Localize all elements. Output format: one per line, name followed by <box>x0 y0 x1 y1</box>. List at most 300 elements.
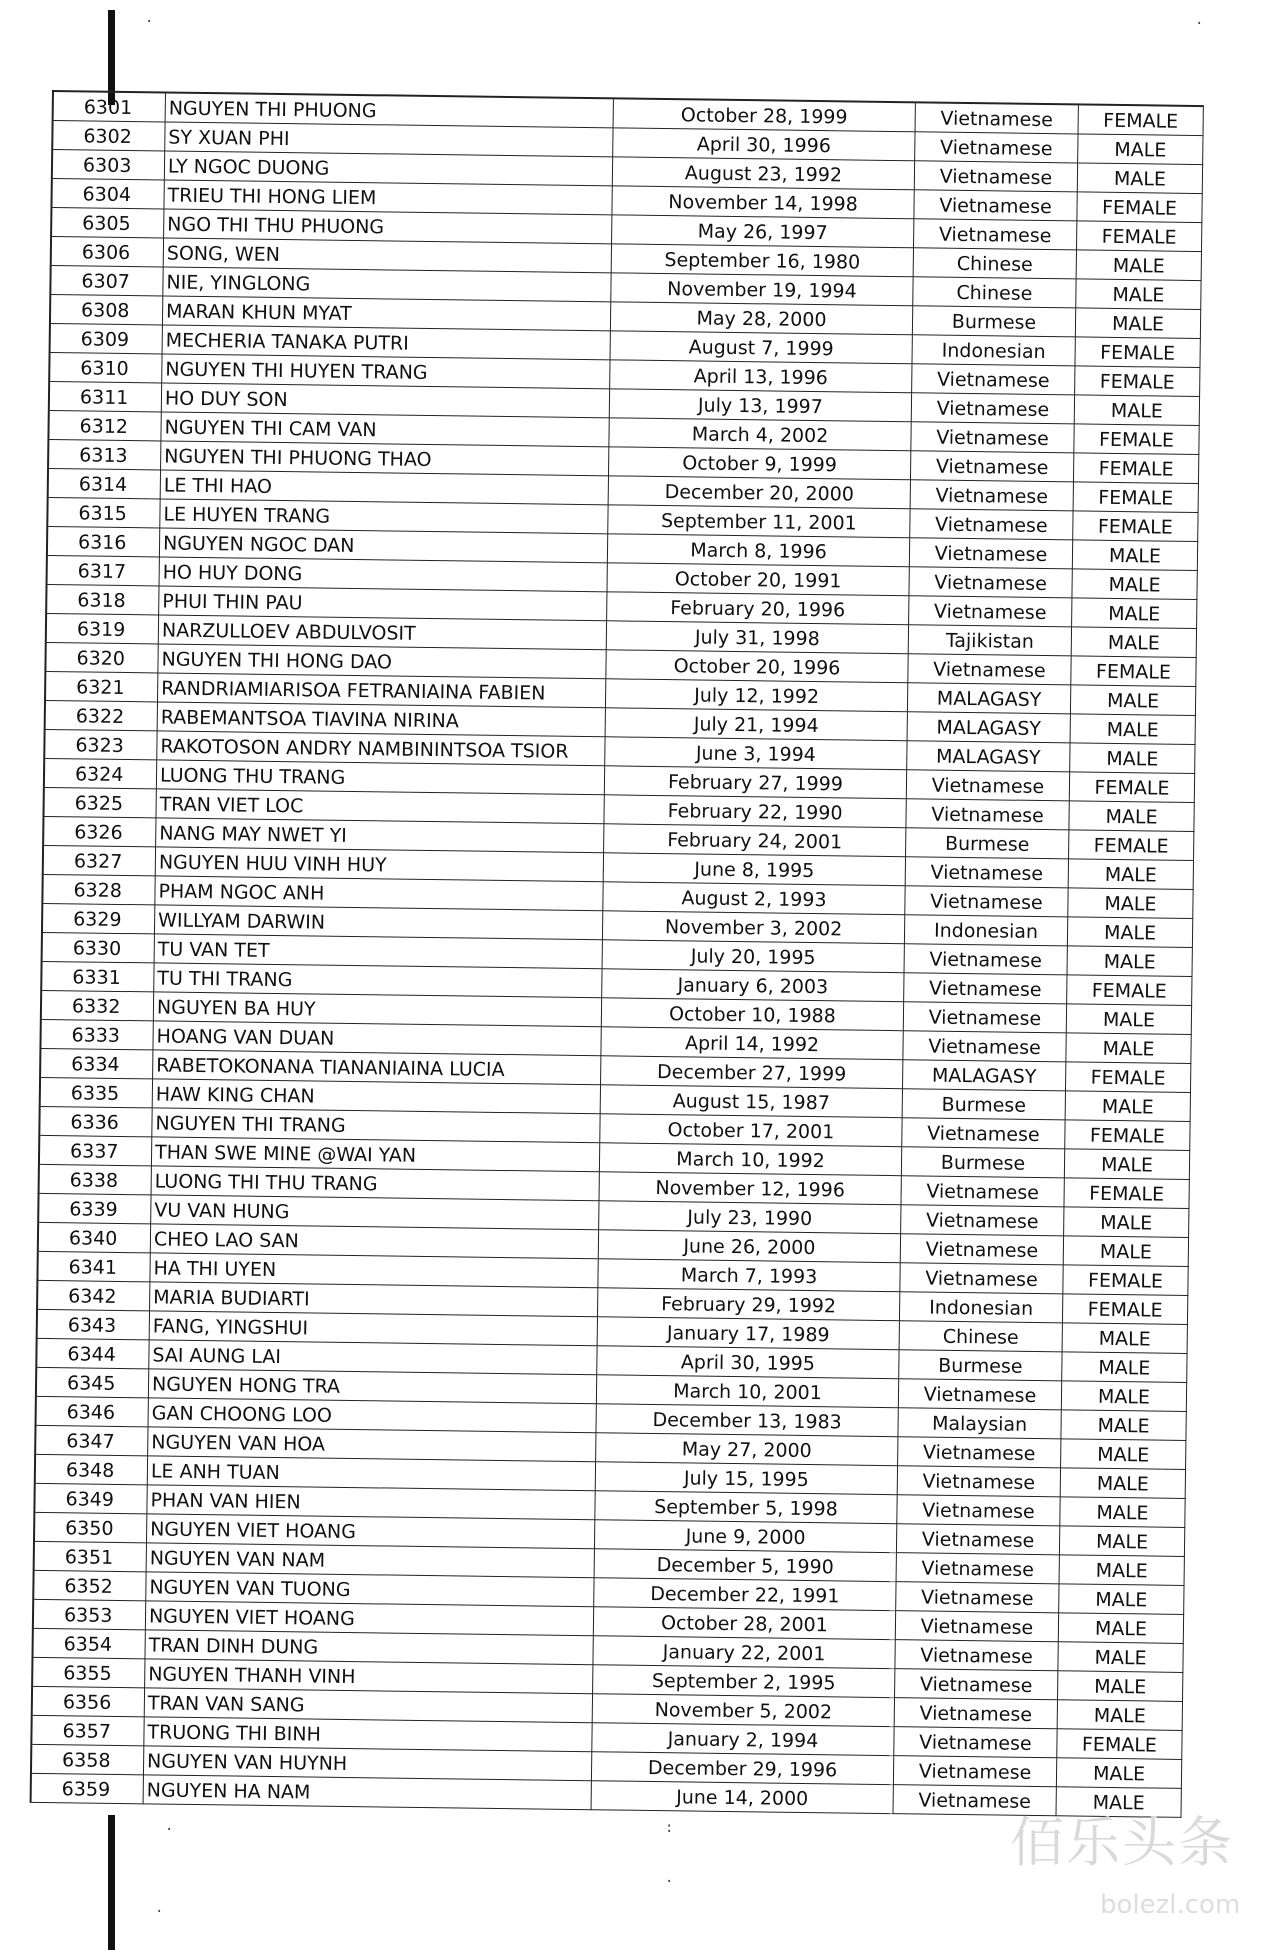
date-of-birth-cell: June 9, 2000 <box>595 1520 897 1553</box>
gender-cell: MALE <box>1068 917 1193 948</box>
date-of-birth-cell: July 21, 1994 <box>606 708 908 741</box>
gender-cell: MALE <box>1066 1033 1191 1064</box>
gender-cell: MALE <box>1065 1149 1190 1180</box>
name-cell: NGUYEN VIET HOANG <box>146 1601 594 1636</box>
gender-cell: MALE <box>1058 1700 1183 1731</box>
row-number-cell: 6319 <box>47 614 159 644</box>
row-number-cell: 6350 <box>35 1513 147 1543</box>
date-of-birth-cell: July 13, 1997 <box>610 389 912 422</box>
name-cell: NGUYEN THANH VINH <box>145 1659 593 1694</box>
nationality-cell: Vietnamese <box>916 103 1079 134</box>
gender-cell: MALE <box>1072 627 1197 658</box>
name-cell: NANG MAY NWET YI <box>156 818 604 853</box>
nationality-cell: Vietnamese <box>895 1669 1058 1700</box>
name-cell: PHAN VAN HIEN <box>147 1485 595 1520</box>
nationality-cell: Vietnamese <box>901 1205 1064 1236</box>
date-of-birth-cell: February 27, 1999 <box>605 766 907 799</box>
name-cell: LUONG THU TRANG <box>157 760 605 795</box>
nationality-cell: Vietnamese <box>912 364 1075 395</box>
row-number-cell: 6313 <box>49 440 161 470</box>
name-cell: MECHERIA TANAKA PUTRI <box>163 325 611 360</box>
date-of-birth-cell: April 14, 1992 <box>601 1027 903 1060</box>
nationality-cell: Vietnamese <box>901 1234 1064 1265</box>
date-of-birth-cell: March 10, 2001 <box>597 1375 899 1408</box>
gender-cell: MALE <box>1064 1207 1189 1238</box>
row-number-cell: 6339 <box>39 1194 151 1224</box>
date-of-birth-cell: April 13, 1996 <box>610 360 912 393</box>
nationality-cell: Vietnamese <box>915 132 1078 163</box>
row-number-cell: 6337 <box>40 1136 152 1166</box>
gender-cell: MALE <box>1073 540 1198 571</box>
row-number-cell: 6348 <box>36 1455 148 1485</box>
nationality-cell: Vietnamese <box>900 1263 1063 1294</box>
gender-cell: MALE <box>1060 1497 1185 1528</box>
nationality-cell: Vietnamese <box>904 973 1067 1004</box>
name-cell: RANDRIAMIARISOA FETRANIAINA FABIEN <box>158 673 606 708</box>
date-of-birth-cell: July 12, 1992 <box>606 679 908 712</box>
nationality-cell: Chinese <box>900 1321 1063 1352</box>
nationality-cell: Burmese <box>906 828 1069 859</box>
nationality-cell: Vietnamese <box>904 1002 1067 1033</box>
name-cell: TRAN VAN SANG <box>145 1688 593 1723</box>
nationality-cell: Vietnamese <box>906 857 1069 888</box>
date-of-birth-cell: November 12, 1996 <box>600 1172 902 1205</box>
name-cell: VU VAN HUNG <box>151 1195 599 1230</box>
scan-speck: . <box>145 10 154 26</box>
date-of-birth-cell: March 10, 1992 <box>600 1143 902 1176</box>
gender-cell: MALE <box>1063 1323 1188 1354</box>
name-cell: LUONG THI THU TRANG <box>152 1166 600 1201</box>
nationality-cell: Vietnamese <box>910 509 1073 540</box>
date-of-birth-cell: January 17, 1989 <box>598 1317 900 1350</box>
gender-cell: FEMALE <box>1073 511 1198 542</box>
name-cell: FANG, YINGSHUI <box>150 1311 598 1346</box>
nationality-cell: Vietnamese <box>897 1553 1060 1584</box>
date-of-birth-cell: February 20, 1996 <box>607 592 909 625</box>
date-of-birth-cell: November 3, 2002 <box>603 911 905 944</box>
gender-cell: MALE <box>1062 1352 1187 1383</box>
gender-cell: FEMALE <box>1077 192 1202 223</box>
nationality-cell: Tajikistan <box>909 625 1072 656</box>
gender-cell: MALE <box>1057 1758 1182 1789</box>
gender-cell: MALE <box>1061 1439 1186 1470</box>
nationality-cell: Vietnamese <box>902 1118 1065 1149</box>
row-number-cell: 6344 <box>37 1339 149 1369</box>
gender-cell: FEMALE <box>1069 830 1194 861</box>
name-cell: NGUYEN HUU VINH HUY <box>156 847 604 882</box>
row-number-cell: 6318 <box>47 585 159 615</box>
row-number-cell: 6330 <box>43 933 155 963</box>
name-cell: PHUI THIN PAU <box>159 586 607 621</box>
date-of-birth-cell: December 27, 1999 <box>601 1056 903 1089</box>
gender-cell: MALE <box>1069 801 1194 832</box>
name-cell: LE HUYEN TRANG <box>160 499 608 534</box>
row-number-cell: 6320 <box>46 643 158 673</box>
gender-cell: MALE <box>1077 250 1202 281</box>
nationality-cell: Indonesian <box>905 915 1068 946</box>
gender-cell: FEMALE <box>1079 105 1204 136</box>
row-number-cell: 6328 <box>43 875 155 905</box>
gender-cell: MALE <box>1062 1381 1187 1412</box>
row-number-cell: 6303 <box>53 150 165 180</box>
row-number-cell: 6329 <box>43 904 155 934</box>
name-cell: NGUYEN THI TRANG <box>152 1108 600 1143</box>
row-number-cell: 6327 <box>44 846 156 876</box>
gender-cell: FEMALE <box>1057 1729 1182 1760</box>
gender-cell: MALE <box>1058 1642 1183 1673</box>
row-number-cell: 6316 <box>48 527 160 557</box>
nationality-cell: Vietnamese <box>907 770 1070 801</box>
date-of-birth-cell: December 22, 1991 <box>594 1578 896 1611</box>
gender-cell: FEMALE <box>1075 337 1200 368</box>
name-cell: NGUYEN VAN HUYNH <box>144 1746 592 1781</box>
name-cell: THAN SWE MINE @WAI YAN <box>152 1137 600 1172</box>
date-of-birth-cell: September 16, 1980 <box>612 244 914 277</box>
watermark-logo-sub: bolezl.com <box>1100 1890 1241 1920</box>
watermark-logo: 佰乐头条 <box>1010 1811 1234 1874</box>
gender-cell: FEMALE <box>1074 453 1199 484</box>
row-number-cell: 6308 <box>51 295 163 325</box>
name-cell: TU THI TRANG <box>154 963 602 998</box>
gender-cell: MALE <box>1078 163 1203 194</box>
gender-cell: FEMALE <box>1063 1294 1188 1325</box>
row-number-cell: 6346 <box>37 1397 149 1427</box>
date-of-birth-cell: October 17, 2001 <box>600 1114 902 1147</box>
gender-cell: MALE <box>1058 1671 1183 1702</box>
row-number-cell: 6315 <box>48 498 160 528</box>
row-number-cell: 6349 <box>35 1484 147 1514</box>
gender-cell: MALE <box>1061 1468 1186 1499</box>
gender-cell: MALE <box>1067 1004 1192 1035</box>
nationality-cell: Vietnamese <box>911 451 1074 482</box>
name-cell: TRAN VIET LOC <box>156 789 604 824</box>
name-cell: NGUYEN HONG TRA <box>149 1369 597 1404</box>
row-number-cell: 6345 <box>37 1368 149 1398</box>
date-of-birth-cell: November 19, 1994 <box>611 273 913 306</box>
gender-cell: FEMALE <box>1074 424 1199 455</box>
date-of-birth-cell: November 14, 1998 <box>612 186 914 219</box>
name-cell: HOANG VAN DUAN <box>153 1021 601 1056</box>
date-of-birth-cell: January 6, 2003 <box>602 969 904 1002</box>
gender-cell: MALE <box>1072 598 1197 629</box>
gender-cell: MALE <box>1060 1526 1185 1557</box>
gender-cell: MALE <box>1076 308 1201 339</box>
name-cell: NGUYEN VAN TUONG <box>146 1572 594 1607</box>
name-cell: CHEO LAO SAN <box>151 1224 599 1259</box>
name-cell: NGO THI THU PHUONG <box>164 209 612 244</box>
name-cell: RABEMANTSOA TIAVINA NIRINA <box>158 702 606 737</box>
nationality-cell: Vietnamese <box>905 886 1068 917</box>
scan-edge-bottom-left <box>108 1815 115 1950</box>
row-number-cell: 6351 <box>35 1542 147 1572</box>
row-number-cell: 6324 <box>45 759 157 789</box>
nationality-cell: Vietnamese <box>897 1495 1060 1526</box>
name-cell: SY XUAN PHI <box>165 122 613 157</box>
scan-speck: . <box>165 1818 174 1834</box>
row-number-cell: 6342 <box>38 1281 150 1311</box>
name-cell: NGUYEN VAN HOA <box>148 1427 596 1462</box>
date-of-birth-cell: March 7, 1993 <box>598 1259 900 1292</box>
nationality-cell: Vietnamese <box>896 1611 1059 1642</box>
row-number-cell: 6314 <box>49 469 161 499</box>
gender-cell: MALE <box>1070 743 1195 774</box>
gender-cell: MALE <box>1056 1787 1181 1818</box>
name-cell: NGUYEN THI HUYEN TRANG <box>162 354 610 389</box>
name-cell: GAN CHOONG LOO <box>149 1398 597 1433</box>
date-of-birth-cell: May 28, 2000 <box>611 302 913 335</box>
nationality-cell: Vietnamese <box>914 219 1077 250</box>
nationality-cell: MALAGASY <box>903 1060 1066 1091</box>
nationality-cell: Vietnamese <box>898 1437 1061 1468</box>
date-of-birth-cell: January 2, 1994 <box>592 1723 894 1756</box>
date-of-birth-cell: February 24, 2001 <box>604 824 906 857</box>
row-number-cell: 6304 <box>52 179 164 209</box>
nationality-cell: Vietnamese <box>915 161 1078 192</box>
name-cell: TRIEU THI HONG LIEM <box>164 180 612 215</box>
row-number-cell: 6347 <box>36 1426 148 1456</box>
gender-cell: MALE <box>1061 1410 1186 1441</box>
nationality-cell: Vietnamese <box>897 1524 1060 1555</box>
gender-cell: FEMALE <box>1074 482 1199 513</box>
nationality-cell: MALAGASY <box>908 712 1071 743</box>
nationality-cell: Vietnamese <box>894 1756 1057 1787</box>
gender-cell: FEMALE <box>1077 221 1202 252</box>
name-cell: NGUYEN THI PHUONG THAO <box>161 441 609 476</box>
date-of-birth-cell: June 3, 1994 <box>605 737 907 770</box>
date-of-birth-cell: February 29, 1992 <box>598 1288 900 1321</box>
date-of-birth-cell: March 8, 1996 <box>608 534 910 567</box>
gender-cell: FEMALE <box>1066 1062 1191 1093</box>
nationality-cell: Vietnamese <box>910 538 1073 569</box>
date-of-birth-cell: February 22, 1990 <box>604 795 906 828</box>
gender-cell: FEMALE <box>1067 975 1192 1006</box>
nationality-cell: Vietnamese <box>908 654 1071 685</box>
date-of-birth-cell: October 10, 1988 <box>602 998 904 1031</box>
gender-cell: MALE <box>1060 1555 1185 1586</box>
nationality-cell: Vietnamese <box>901 1176 1064 1207</box>
gender-cell: MALE <box>1071 714 1196 745</box>
gender-cell: FEMALE <box>1064 1178 1189 1209</box>
nationality-cell: Indonesian <box>900 1292 1063 1323</box>
name-cell: HA THI UYEN <box>150 1253 598 1288</box>
gender-cell: MALE <box>1069 859 1194 890</box>
name-cell: NGUYEN NGOC DAN <box>160 528 608 563</box>
gender-cell: MALE <box>1064 1236 1189 1267</box>
row-number-cell: 6321 <box>46 672 158 702</box>
gender-cell: MALE <box>1076 279 1201 310</box>
name-cell: RABETOKONANA TIANANIAINA LUCIA <box>153 1050 601 1085</box>
scan-speck: : <box>665 1820 674 1836</box>
date-of-birth-cell: September 11, 2001 <box>608 505 910 538</box>
gender-cell: MALE <box>1075 395 1200 426</box>
name-cell: PHAM NGOC ANH <box>155 876 603 911</box>
row-number-cell: 6311 <box>50 382 162 412</box>
name-cell: HAW KING CHAN <box>153 1079 601 1114</box>
gender-cell: FEMALE <box>1070 772 1195 803</box>
date-of-birth-cell: July 23, 1990 <box>599 1201 901 1234</box>
row-number-cell: 6322 <box>46 701 158 731</box>
date-of-birth-cell: April 30, 1995 <box>597 1346 899 1379</box>
gender-cell: FEMALE <box>1071 656 1196 687</box>
date-of-birth-cell: April 30, 1996 <box>613 128 915 161</box>
name-cell: NGUYEN THI CAM VAN <box>161 412 609 447</box>
row-number-cell: 6340 <box>39 1223 151 1253</box>
row-number-cell: 6325 <box>44 788 156 818</box>
date-of-birth-cell: August 23, 1992 <box>613 157 915 190</box>
nationality-cell: Vietnamese <box>894 1785 1057 1816</box>
row-number-cell: 6301 <box>54 92 166 122</box>
row-number-cell: 6307 <box>51 266 163 296</box>
date-of-birth-cell: August 15, 1987 <box>601 1085 903 1118</box>
nationality-cell: Chinese <box>914 248 1077 279</box>
name-cell: MARIA BUDIARTI <box>150 1282 598 1317</box>
row-number-cell: 6354 <box>33 1629 145 1659</box>
date-of-birth-cell: October 28, 2001 <box>594 1607 896 1640</box>
gender-cell: MALE <box>1068 888 1193 919</box>
name-cell: NGUYEN BA HUY <box>154 992 602 1027</box>
date-of-birth-cell: March 4, 2002 <box>609 418 911 451</box>
row-number-cell: 6326 <box>44 817 156 847</box>
name-cell: NIE, YINGLONG <box>163 267 611 302</box>
records-table <box>30 90 1204 1818</box>
gender-cell: MALE <box>1071 685 1196 716</box>
date-of-birth-cell: June 14, 2000 <box>592 1781 894 1814</box>
name-cell: NGUYEN VAN NAM <box>147 1543 595 1578</box>
gender-cell: MALE <box>1078 134 1203 165</box>
gender-cell: FEMALE <box>1063 1265 1188 1296</box>
date-of-birth-cell: December 5, 1990 <box>595 1549 897 1582</box>
row-number-cell: 6310 <box>50 353 162 383</box>
gender-cell: MALE <box>1066 1091 1191 1122</box>
row-number-cell: 6323 <box>45 730 157 760</box>
nationality-cell: Burmese <box>903 1089 1066 1120</box>
nationality-cell: Vietnamese <box>895 1698 1058 1729</box>
row-number-cell: 6333 <box>41 1020 153 1050</box>
name-cell: LE ANH TUAN <box>148 1456 596 1491</box>
date-of-birth-cell: December 29, 1996 <box>592 1752 894 1785</box>
date-of-birth-cell: June 8, 1995 <box>604 853 906 886</box>
nationality-cell: Indonesian <box>912 335 1075 366</box>
nationality-cell: Vietnamese <box>895 1640 1058 1671</box>
gender-cell: MALE <box>1067 946 1192 977</box>
nationality-cell: Vietnamese <box>911 422 1074 453</box>
row-number-cell: 6355 <box>33 1658 145 1688</box>
row-number-cell: 6352 <box>34 1571 146 1601</box>
nationality-cell: Vietnamese <box>894 1727 1057 1758</box>
name-cell: LY NGOC DUONG <box>165 151 613 186</box>
row-number-cell: 6335 <box>41 1078 153 1108</box>
nationality-cell: Chinese <box>913 277 1076 308</box>
row-number-cell: 6336 <box>40 1107 152 1137</box>
row-number-cell: 6338 <box>40 1165 152 1195</box>
name-cell: TU VAN TET <box>155 934 603 969</box>
row-number-cell: 6343 <box>38 1310 150 1340</box>
row-number-cell: 6309 <box>51 324 163 354</box>
date-of-birth-cell: October 20, 1991 <box>607 563 909 596</box>
date-of-birth-cell: September 5, 1998 <box>595 1491 897 1524</box>
date-of-birth-cell: November 5, 2002 <box>593 1694 895 1727</box>
name-cell: NARZULLOEV ABDULVOSIT <box>159 615 607 650</box>
nationality-cell: Vietnamese <box>905 944 1068 975</box>
name-cell: LE THI HAO <box>161 470 609 505</box>
date-of-birth-cell: June 26, 2000 <box>599 1230 901 1263</box>
nationality-cell: Vietnamese <box>912 393 1075 424</box>
scan-speck: . <box>155 1900 164 1916</box>
name-cell: NGUYEN HA NAM <box>144 1775 592 1810</box>
row-number-cell: 6334 <box>41 1049 153 1079</box>
nationality-cell: Burmese <box>899 1350 1062 1381</box>
row-number-cell: 6353 <box>34 1600 146 1630</box>
row-number-cell: 6306 <box>52 237 164 267</box>
gender-cell: MALE <box>1059 1613 1184 1644</box>
date-of-birth-cell: October 20, 1996 <box>606 650 908 683</box>
name-cell: MARAN KHUN MYAT <box>163 296 611 331</box>
nationality-cell: MALAGASY <box>908 683 1071 714</box>
gender-cell: FEMALE <box>1075 366 1200 397</box>
nationality-cell: Burmese <box>902 1147 1065 1178</box>
row-number-cell: 6331 <box>42 962 154 992</box>
name-cell: TRAN DINH DUNG <box>145 1630 593 1665</box>
date-of-birth-cell: October 9, 1999 <box>609 447 911 480</box>
date-of-birth-cell: August 7, 1999 <box>611 331 913 364</box>
name-cell: TRUONG THI BINH <box>144 1717 592 1752</box>
nationality-cell: Vietnamese <box>896 1582 1059 1613</box>
row-number-cell: 6358 <box>32 1745 144 1775</box>
nationality-cell: Vietnamese <box>906 799 1069 830</box>
row-number-cell: 6302 <box>53 121 165 151</box>
gender-cell: MALE <box>1072 569 1197 600</box>
name-cell: SONG, WEN <box>164 238 612 273</box>
date-of-birth-cell: August 2, 1993 <box>603 882 905 915</box>
row-number-cell: 6341 <box>38 1252 150 1282</box>
row-number-cell: 6305 <box>52 208 164 238</box>
nationality-cell: Burmese <box>913 306 1076 337</box>
row-number-cell: 6312 <box>49 411 161 441</box>
name-cell: HO DUY SON <box>162 383 610 418</box>
date-of-birth-cell: September 2, 1995 <box>593 1665 895 1698</box>
name-cell: HO HUY DONG <box>160 557 608 592</box>
gender-cell: MALE <box>1059 1584 1184 1615</box>
date-of-birth-cell: December 20, 2000 <box>609 476 911 509</box>
gender-cell: FEMALE <box>1065 1120 1190 1151</box>
row-number-cell: 6357 <box>32 1716 144 1746</box>
date-of-birth-cell: July 20, 1995 <box>603 940 905 973</box>
scan-speck: . <box>1195 12 1204 28</box>
scan-speck: . <box>665 1870 674 1886</box>
nationality-cell: Vietnamese <box>899 1379 1062 1410</box>
nationality-cell: Vietnamese <box>914 190 1077 221</box>
nationality-cell: MALAGASY <box>907 741 1070 772</box>
name-cell: SAI AUNG LAI <box>149 1340 597 1375</box>
date-of-birth-cell: July 15, 1995 <box>596 1462 898 1495</box>
row-number-cell: 6332 <box>42 991 154 1021</box>
nationality-cell: Vietnamese <box>909 596 1072 627</box>
name-cell: NGUYEN THI HONG DAO <box>158 644 606 679</box>
date-of-birth-cell: December 13, 1983 <box>596 1404 898 1437</box>
name-cell: WILLYAM DARWIN <box>155 905 603 940</box>
row-number-cell: 6359 <box>32 1774 144 1804</box>
nationality-cell: Vietnamese <box>909 567 1072 598</box>
date-of-birth-cell: October 28, 1999 <box>614 99 916 132</box>
date-of-birth-cell: January 22, 2001 <box>593 1636 895 1669</box>
nationality-cell: Vietnamese <box>911 480 1074 511</box>
name-cell: NGUYEN VIET HOANG <box>147 1514 595 1549</box>
date-of-birth-cell: May 26, 1997 <box>612 215 914 248</box>
date-of-birth-cell: July 31, 1998 <box>607 621 909 654</box>
name-cell: RAKOTOSON ANDRY NAMBININTSOA TSIOR <box>157 731 605 766</box>
row-number-cell: 6317 <box>48 556 160 586</box>
name-cell: NGUYEN THI PHUONG <box>166 93 614 128</box>
